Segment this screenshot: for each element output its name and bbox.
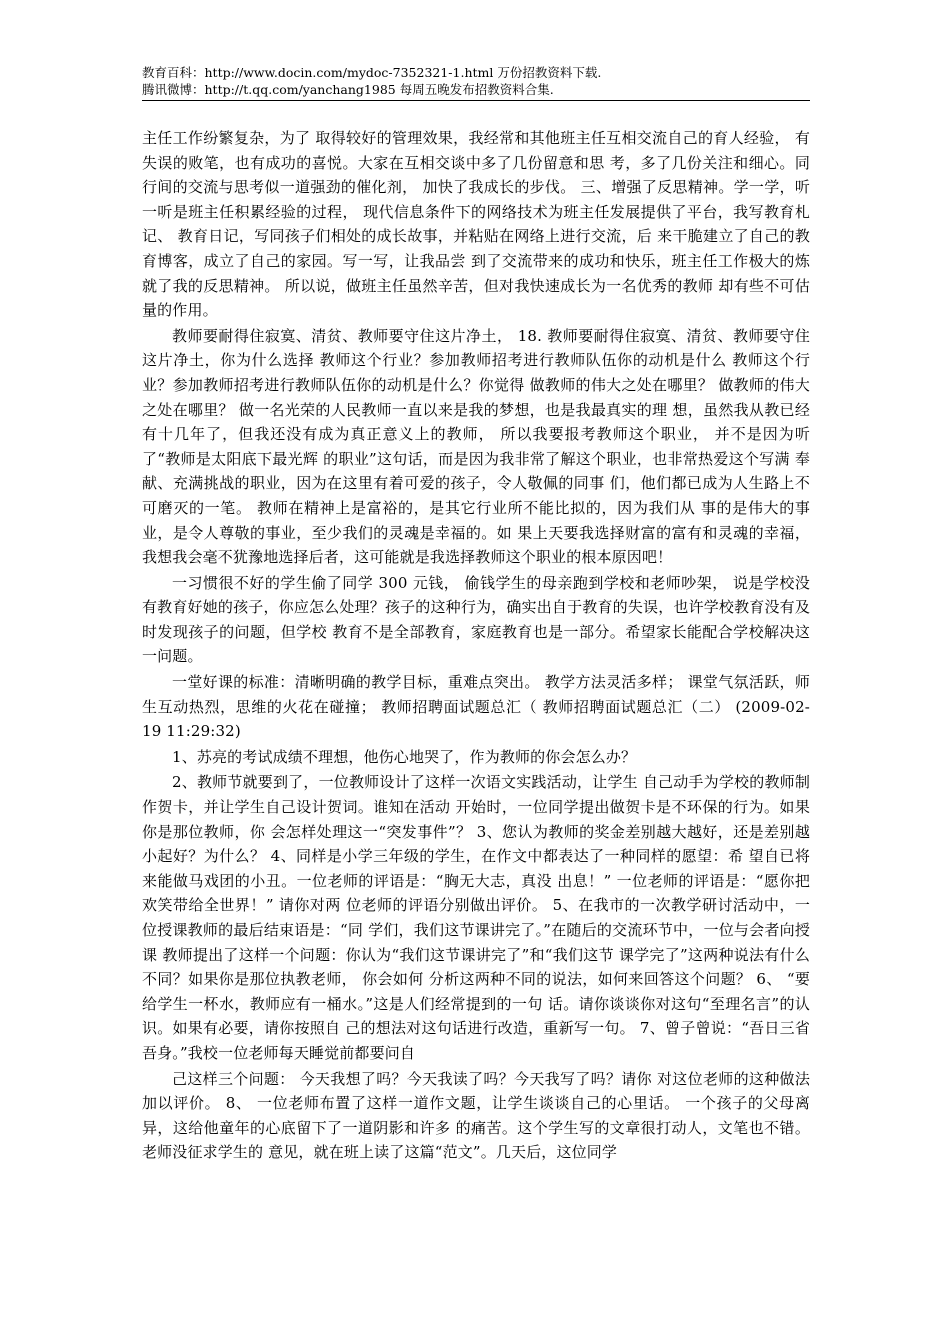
paragraph-good-lesson: 一堂好课的标准：清晰明确的教学目标，重难点突出。 教学方法灵活多样； 课堂气氛活跃，师生互动热烈，思维的火花在碰撞； 教师招聘面试题总汇（ 教师招聘面试题总汇（二） (2009-02-19 11:29:32) [142, 673, 810, 741]
page-header [142, 64, 810, 98]
paragraph-head-teacher-growth: 主任工作纷繁复杂，为了 取得较好的管理效果，我经常和其他班主任互相交流自己的育人经验， 有失误的败笔，也有成功的喜悦。大家在互相交谈中多了几份留意和思 考，多了几份关注和细心。同行间的交流与思考似一道强劲的催化剂， 加快了我成长的步伐。 三、增强了反思精神。学一学，听一听是班主任积累经验的过程， 现代信息条件下的网络技术为班主任发展提供了平台，我写教育札记、 教育日记，写同孩子们相处的成长故事，并粘贴在网络上进行交流，后 来干脆建立了自己的教育博客，成立了自己的家园。写一写，让我品尝 到了交流带来的成功和快乐，班主任工作极大的炼就了我的反思精神。 所以说，做班主任虽然辛苦，但对我快速成长为一名优秀的教师 却有些不可估量的作用。 [142, 129, 810, 320]
header-divider [142, 100, 810, 101]
paragraph-stolen-money: 一习惯很不好的学生偷了同学 300 元钱， 偷钱学生的母亲跑到学校和老师吵架， 说是学校没 有教育好她的孩子，你应怎么处理？孩子的这种行为，确实出自于教育的失误，也许学校教育没有及时发现孩子的问题，但学校 教育不是全部教育，家庭教育也是一部分。希望家长能配合学校解决这一问题。 [142, 573, 810, 666]
paragraph-questions-2-7: 2、教师节就要到了，一位教师设计了这样一次语文实践活动，让学生 自己动手为学校的教师制作贺卡，并让学生自己设计贺词。谁知在活动 开始时，一位同学提出做贺卡是不环保的行为。如果你是那位教师，你 会怎样处理这一“突发事件”？ 3、您认为教师的奖金差别越大越好，还是差别越小起好？为什么？ 4、同样是小学三年级的学生，在作文中都表达了一种同样的愿望：希 望自已将来能做马戏团的小丑。一位老师的评语是：“胸无大志，真没 出息！” 一位老师的评语是：“愿你把欢笑带给全世界！” 请你对两 位老师的评语分别做出评价。 5、在我市的一次教学研讨活动中，一位授课教师的最后结束语是：“同 学们，我们这节课讲完了。”在随后的交流环节中，一位与会者向授课 教师提出了这样一个问题：你认为“我们这节课讲完了”和“我们这节 课学完了”这两种说法有什么不同？如果你是那位执教老师， 你会如何 分析这两种不同的说法，如何来回答这个问题？ 6、 “要给学生一杯水，教师应有一桶水。”这是人们经常提到的一句 话。请你谈谈你对这句“至理名言”的认识。如果有必要，请你按照自 己的想法对这句话进行改造，重新写一句。 7、曾子曾说：“吾日三省吾身。”我校一位老师每天睡觉前都要问自 [142, 773, 810, 1062]
paragraph-why-teacher: 教师要耐得住寂寞、清贫、教师要守住这片净土， 18. 教师要耐得住寂寞、清贫、教师要守住这片净土，你为什么选择 教师这个行业？参加教师招考进行教师队伍你的动机是什么 教师这个行业？参加教师招考进行教师队伍你的动机是什么？你觉得 做教师的伟大之处在哪里？ 做教师的伟大之处在哪里？ 做一名光荣的人民教师一直以来是我的梦想，也是我最真实的理 想，虽然我从教已经有十几年了，但我还没有成为真正意义上的教师， 所以我要报考教师这个职业， 并不是因为听了“教师是太阳底下最光辉 的职业”这句话，而是因为我非常了解这个职业，也非常热爱这个写满 奉献、充满挑战的职业，因为在这里有着可爱的孩子，令人敬佩的同事 们，他们都已成为人生路上不可磨灭的一笔。 教师在精神上是富裕的，是其它行业所不能比拟的，因为我们从 事的是伟大的事业，是令人尊敬的事业，至少我们的灵魂是幸福的。如 果上天要我选择财富的富有和灵魂的幸福， 我想我会毫不犹豫地选择后者，这可能就是我选择教师这个职业的根本原因吧！ [142, 326, 810, 567]
paragraph-question-1: 1、苏亮的考试成绩不理想，他伤心地哭了，作为教师的你会怎么办？ [172, 747, 637, 766]
header-weibo-link-line[interactable]: 腾讯微博：http://t.qq.com/yanchang1985 每周五晚发布招教资料合集. [142, 82, 554, 97]
header-docin-link-line[interactable]: 教育百科：http://www.docin.com/mydoc-7352321-1.html 万份招教资料下载. [142, 65, 602, 80]
paragraph-questions-8: 己这样三个问题： 今天我想了吗？今天我读了吗？今天我写了吗？请你 对这位老师的这种做法加以评价。 8、 一位老师布置了这样一道作文题，让学生谈谈自己的心里话。 一个孩子的父母离异，这给他童年的心底留下了一道阴影和许多 的痛苦。这个学生写的文章很打动人，文笔也不错。老师没征求学生的 意见，就在班上读了这篇“范文”。几天后，这位同学 [142, 1069, 810, 1162]
document-body [142, 126, 810, 1166]
